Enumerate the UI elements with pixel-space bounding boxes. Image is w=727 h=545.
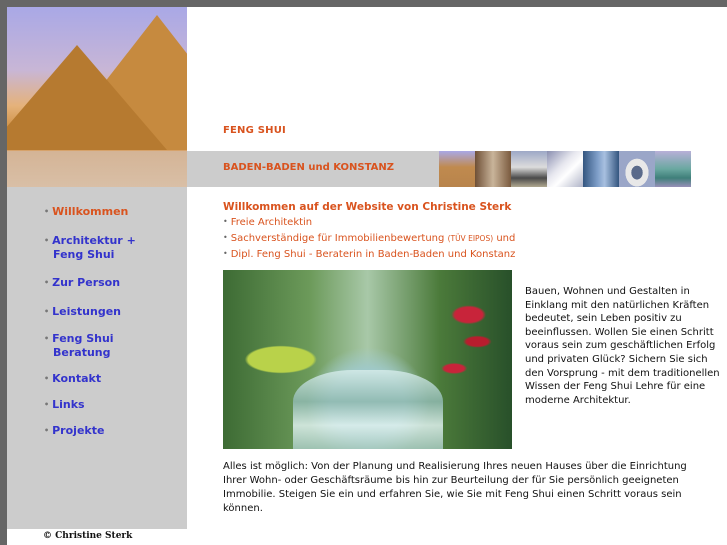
- body-paragraph: Alles ist möglich: Von der Planung und Realisierung Ihres neuen Hauses über die Einrichtung Ihrer Wohn- oder Geschäftsräume bis hin zur Beurteilung der für Sie persönlich geeigneten Immobilie. Steigen Sie ein und erfahren Sie, wie Sie mit Feng Shui einen Schritt voraus sein können.: [223, 461, 687, 514]
- nav-item-links[interactable]: [44, 398, 85, 412]
- bullet-icon: •: [44, 278, 50, 287]
- nav-label: Architektur +: [52, 234, 136, 247]
- nav-label: Leistungen: [52, 305, 121, 318]
- page: [7, 7, 727, 545]
- pyramid-shape: [7, 45, 167, 150]
- qualification-text: Dipl. Feng Shui - Beraterin in Baden-Baden und Konstanz: [230, 249, 516, 260]
- skyscraper-thumb: [583, 151, 619, 187]
- pyramids-photo: [7, 7, 187, 187]
- modern-glass-building-thumb: [655, 151, 691, 187]
- qualification-text: Freie Architektin: [230, 217, 313, 228]
- nav-label: Feng Shui: [52, 332, 114, 345]
- bullet-icon: •: [223, 233, 228, 242]
- nav-item-zur-person[interactable]: [44, 276, 120, 290]
- bullet-icon: •: [44, 207, 50, 216]
- nav-label-line2: Beratung: [53, 346, 111, 359]
- bullet-icon: •: [223, 249, 228, 258]
- location-subtitle: BADEN-BADEN und KONSTANZ: [223, 162, 395, 173]
- nav-label-line2: Feng Shui: [53, 248, 115, 261]
- qualification-text: Sachverständige für Immobilienbewertung: [230, 233, 448, 244]
- bullet-icon: •: [223, 217, 228, 226]
- site-title: FENG SHUI: [223, 125, 286, 136]
- bullet-icon: •: [44, 374, 50, 383]
- bullet-icon: •: [44, 334, 50, 343]
- white-architecture-thumb: [547, 151, 583, 187]
- sidebar-navigation: [7, 187, 187, 529]
- bauhaus-building-thumb: [511, 151, 547, 187]
- nav-item-willkommen[interactable]: [44, 205, 128, 219]
- qualification-note: (TÜV EIPOS): [447, 234, 494, 243]
- qualification-text-after: und: [493, 233, 516, 244]
- nav-item-leistungen[interactable]: [44, 305, 121, 319]
- nav-item-feng-shui-beratung[interactable]: [44, 332, 114, 360]
- desert-sand: [7, 151, 187, 187]
- nav-label: Willkommen: [52, 205, 129, 218]
- pyramids-thumb: [439, 151, 475, 187]
- intro-paragraph: Bauen, Wohnen und Gestalten in Einklang mit den natürlichen Kräften bedeutet, sein Leben positiv zu beeinflussen. Wollen Sie einen Schritt voraus sein zum geschäftlichen Erfolg und privaten Glück? Sichern Sie sich den Vorsprung - mit dem traditionellen Wissen der Feng Shui Lehre für eine moderne Architektur.: [525, 286, 720, 406]
- qualifications-list: [223, 214, 515, 262]
- nav-label: Kontakt: [52, 372, 102, 385]
- architecture-image-strip: [439, 151, 691, 187]
- interior-thumb: [475, 151, 511, 187]
- nav-label: Zur Person: [52, 276, 121, 289]
- nav-label: Projekte: [52, 424, 105, 437]
- river-water: [293, 370, 443, 449]
- nav-item-kontakt[interactable]: [44, 372, 101, 386]
- qualification-item: [223, 246, 515, 262]
- nav-item-projekte[interactable]: [44, 424, 104, 438]
- nav-label: Links: [52, 398, 85, 411]
- header-band: [187, 151, 691, 187]
- qualification-item: [223, 214, 515, 230]
- bullet-icon: •: [44, 236, 50, 245]
- bullet-icon: •: [44, 426, 50, 435]
- welcome-heading: Willkommen auf der Website von Christine Sterk: [223, 201, 512, 213]
- bullet-icon: •: [44, 307, 50, 316]
- grande-arche-thumb: [619, 151, 655, 187]
- bullet-icon: •: [44, 400, 50, 409]
- garden-river-photo: [223, 270, 512, 449]
- copyright-notice: © Christine Sterk: [43, 531, 133, 541]
- nav-item-architektur-feng-shui[interactable]: [44, 234, 136, 262]
- qualification-item: [223, 230, 515, 246]
